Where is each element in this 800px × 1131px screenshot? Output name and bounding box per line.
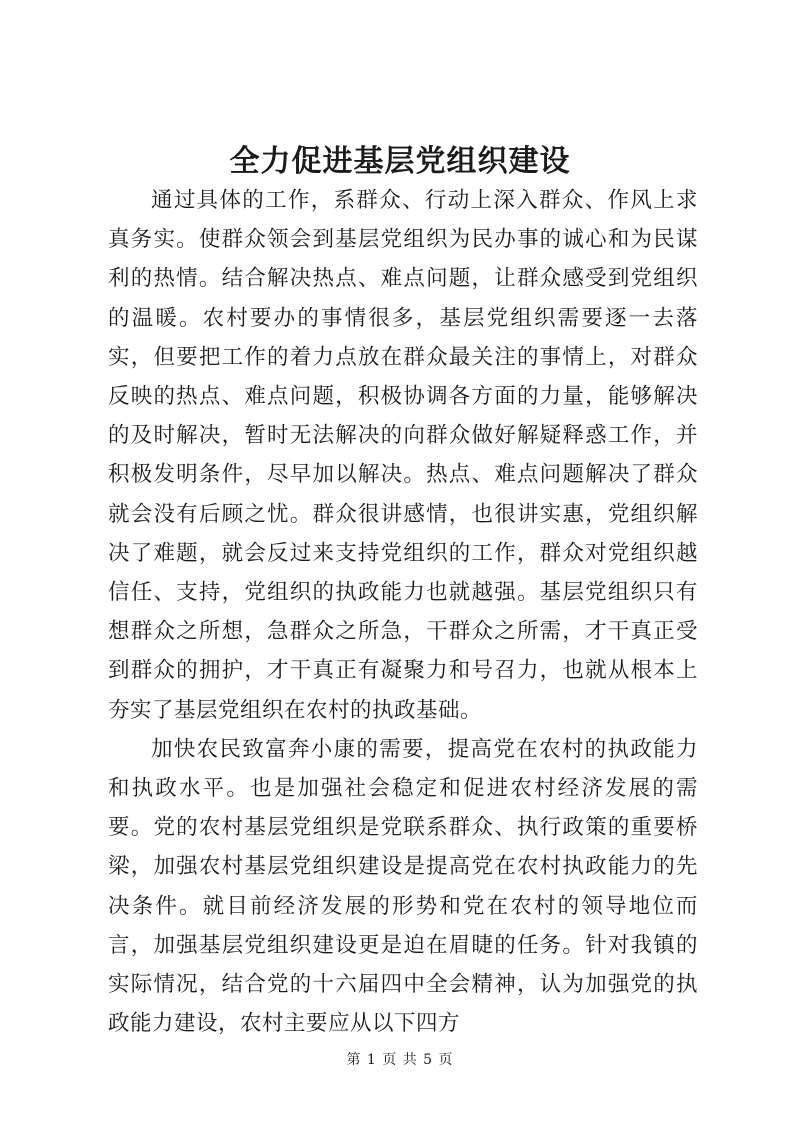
document-body	[108, 181, 698, 1043]
page-footer: 第 1 页 共 5 页	[346, 1052, 454, 1068]
document-title: 全力促进基层党组织建设	[229, 144, 571, 179]
paragraph-1: 通过具体的工作，系群众、行动上深入群众、作风上求真务实。使群众领会到基层党组织为民办事的诚心和为民谋利的热情。结合解决热点、难点问题，让群众感受到党组织的温暖。农村要办的事情很多，基层党组织需要逐一去落实，但要把工作的着力点放在群众最关注的事情上，对群众反映的热点、难点问题，积极协调各方面的力量，能够解决的及时解决，暂时无法解决的向群众做好解疑释惑工作，并积极发明条件，尽早加以解决。热点、难点问题解决了群众就会没有后顾之忧。群众很讲感情，也很讲实惠，党组织解决了难题，就会反过来支持党组织的工作，群众对党组织越信任、支持，党组织的执政能力也就越强。基层党组织只有想群众之所想，急群众之所急，干群众之所需，才干真正受到群众的拥护，才干真正有凝聚力和号召力，也就从根本上夯实了基层党组织在农村的执政基础。	[108, 188, 698, 723]
paragraph-2: 加快农民致富奔小康的需要，提高党在农村的执政能力和执政水平。也是加强社会稳定和促进农村经济发展的需要。党的农村基层党组织是党联系群众、执行政策的重要桥梁，加强农村基层党组织建设是提高党在农村执政能力的先决条件。就目前经济发展的形势和党在农村的领导地位而言，加强基层党组织建设更是迫在眉睫的任务。针对我镇的实际情况，结合党的十六届四中全会精神，认为加强党的执政能力建设，农村主要应从以下四方	[108, 736, 698, 1037]
